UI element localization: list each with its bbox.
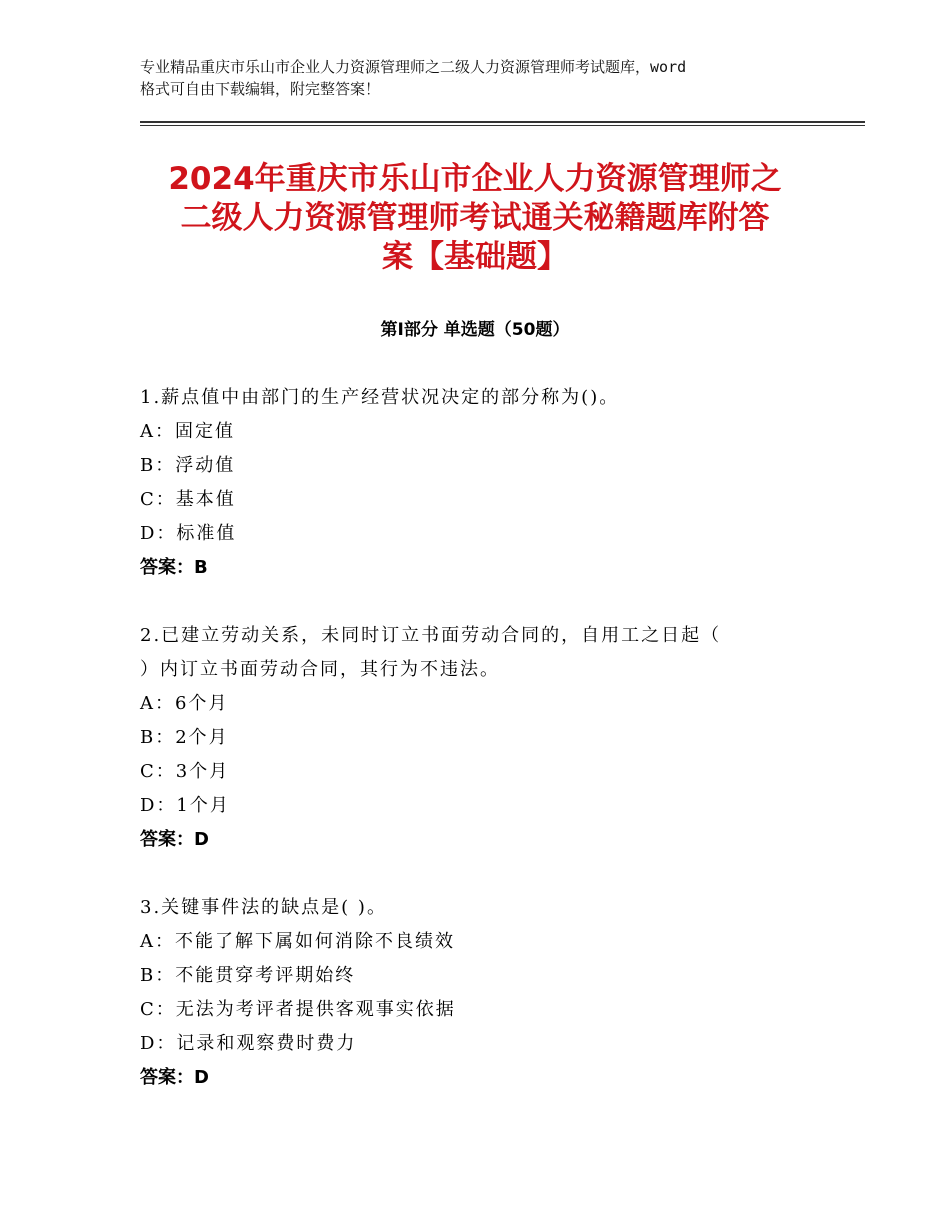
question-1-option-d: D：标准值 [140,523,237,544]
question-3-answer: 答案：D [140,1067,209,1088]
question-2-stem-line-2: ）内订立书面劳动合同，其行为不违法。 [140,659,500,680]
section-title: 第Ⅰ部分 单选题（50题） [380,320,570,340]
question-2-option-b: B：2个月 [140,727,229,748]
header-note-line-2: 格式可自由下载编辑，附完整答案！ [140,80,381,98]
question-2-option-d: D：1个月 [140,795,230,816]
header-note [140,56,830,100]
question-2-stem-line-1: 2.已建立劳动关系，未同时订立书面劳动合同的，自用工之日起（ [140,625,722,646]
question-3 [140,891,840,1095]
question-3-option-c: C：无法为考评者提供客观事实依据 [140,999,456,1020]
question-2-answer: 答案：D [140,829,209,850]
question-1-option-b: B：浮动值 [140,455,236,476]
document-title-line-2: 二级人力资源管理师考试通关秘籍题库附答 [180,200,770,236]
document-title-line-1: 2024年重庆市乐山市企业人力资源管理师之 [168,161,782,197]
header-rule-thin [140,125,865,126]
document-title [130,160,820,277]
header-note-line-1: 专业精品重庆市乐山市企业人力资源管理师之二级人力资源管理师考试题库，word [140,58,687,76]
question-3-option-b: B：不能贯穿考评期始终 [140,965,356,986]
question-1-answer: 答案：B [140,557,208,578]
question-1 [140,381,840,585]
header-rule-thick [140,121,865,123]
document-title-line-3: 案【基础题】 [382,239,568,275]
question-1-option-a: A：固定值 [140,421,235,442]
question-3-option-a: A：不能了解下属如何消除不良绩效 [140,931,455,952]
question-2-option-a: A：6个月 [140,693,229,714]
question-3-option-d: D：记录和观察费时费力 [140,1033,357,1054]
question-2-option-c: C：3个月 [140,761,230,782]
question-2 [140,619,840,857]
question-3-stem: 3.关键事件法的缺点是( )。 [140,897,387,918]
question-1-option-c: C：基本值 [140,489,236,510]
question-1-stem: 1.薪点值中由部门的生产经营状况决定的部分称为()。 [140,387,620,408]
